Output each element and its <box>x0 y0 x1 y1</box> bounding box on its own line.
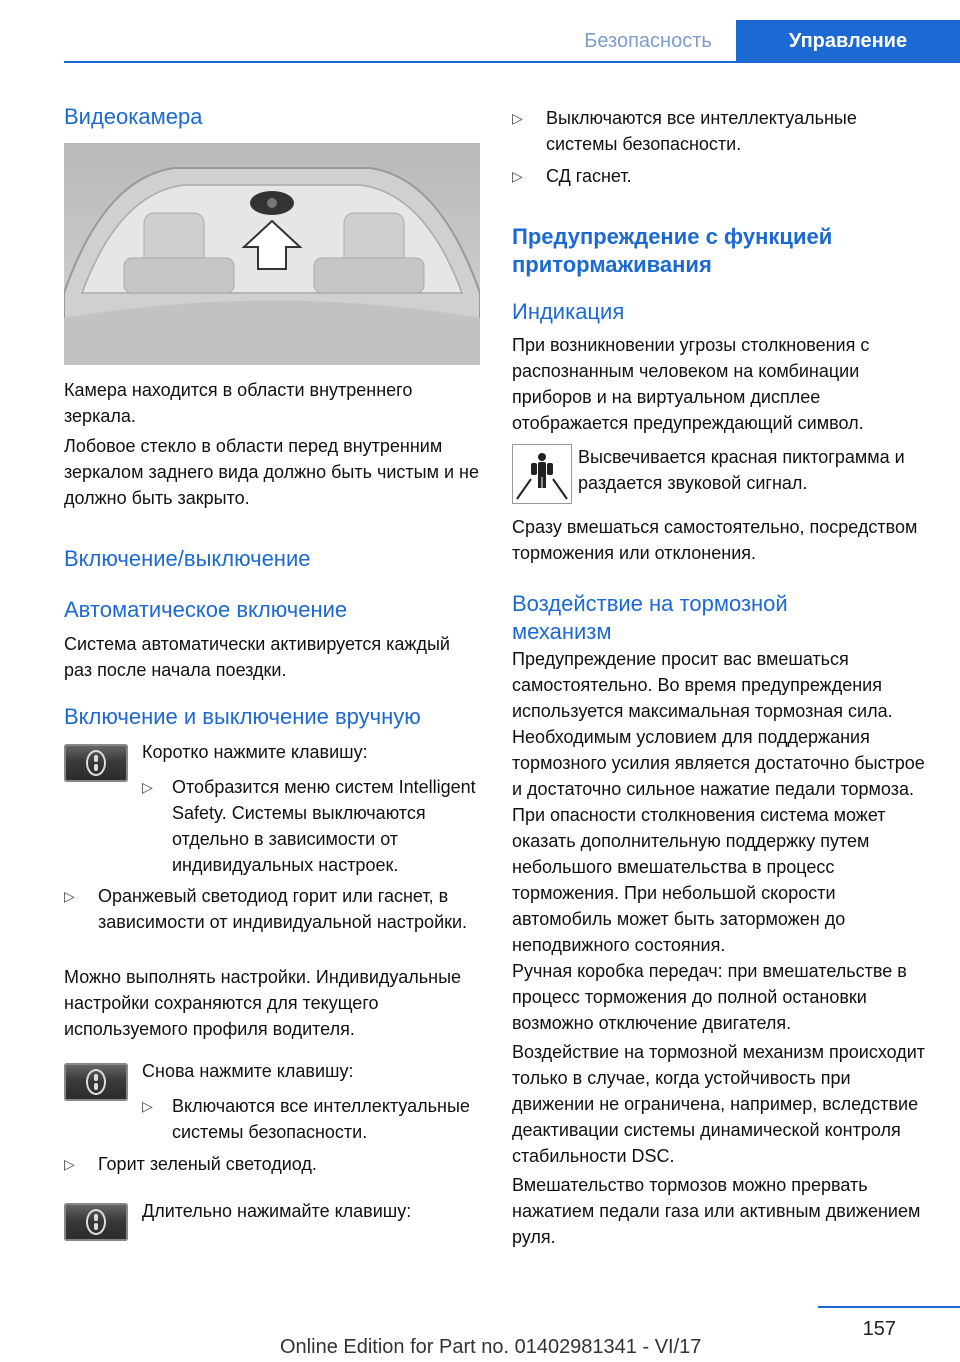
onoff-heading: Включение/выключение <box>64 546 311 571</box>
rear-window-camera-image <box>64 143 480 365</box>
triangle-bullet-icon: ▷ <box>142 779 153 795</box>
safety-button-icon <box>64 1063 128 1101</box>
page-number: 157 <box>862 1318 896 1340</box>
header-rule <box>64 61 960 63</box>
brake-text-2: Ручная коробка передач: при вмешательстве в процесс торможения до полной остановки возможно отключение двигателя. <box>512 961 907 1033</box>
triangle-bullet-icon: ▷ <box>512 110 523 126</box>
triangle-bullet-icon: ▷ <box>64 1156 75 1172</box>
auto-text: Система автоматически активируется каждый раз после начала поездки. <box>64 634 450 680</box>
windshield-text: Лобовое стекло в области перед внутренним зеркалом заднего вида должно быть чистым и не должно быть закрыто. <box>64 436 479 508</box>
edition-text: Online Edition for Part no. 01402981341 - VI/17 <box>280 1336 702 1358</box>
page-header <box>0 0 960 62</box>
triangle-bullet-icon: ▷ <box>64 888 75 904</box>
brake-text-1: Предупреждение просит вас вмешаться самостоятельно. Во время предупреждения используется максимальная тормозная сила. Необходимым условием для поддержания тормозного усилия является достаточно быстрое и достаточно сильное нажатие педали тормоза. При опасности столкновения система может оказать дополнительную поддержку путем небольшого вмешательства в процесс торможения. При небольшой скорости автомобиль может быть заторможен до неподвижного состояния. <box>512 649 925 955</box>
press-once-text: Коротко нажмите клавишу: <box>142 742 368 762</box>
manual-heading: Включение и выключение вручную <box>64 704 421 729</box>
camera-photo <box>64 143 480 365</box>
warning-heading: Предупреждение с функцией притормаживания <box>512 224 833 277</box>
icon-description: Высвечивается красная пиктограмма и раздается звуковой сигнал. <box>578 447 905 493</box>
settings-text: Можно выполнять настройки. Индивидуальные настройки сохраняются для текущего используемого профиля водителя. <box>64 967 462 1039</box>
tab-safety[interactable]: Безопасность <box>584 29 712 52</box>
camera-location-text: Камера находится в области внутреннего зеркала. <box>64 380 413 426</box>
pedestrian-warning-icon <box>512 444 572 504</box>
footer-rule <box>818 1306 960 1308</box>
react-text: Сразу вмешаться самостоятельно, посредством торможения или отклонения. <box>512 517 918 563</box>
indication-text: При возникновении угрозы столкновения с распознанным человеком на комбинации приборов и на виртуальном дисплее отображается предупреждающий символ. <box>512 335 870 433</box>
triangle-bullet-icon: ▷ <box>512 168 523 184</box>
triangle-bullet-icon: ▷ <box>142 1098 153 1114</box>
auto-heading: Автоматическое включение <box>64 597 348 622</box>
brake-text-3: Воздействие на тормозной механизм происходит только в случае, когда устойчивость при движении не ограничена, например, вследствие деактивации системы динамической контроля стабильности DSC. <box>512 1042 926 1166</box>
indication-heading: Индикация <box>512 299 625 324</box>
press-again-text: Снова нажмите клавишу: <box>142 1061 354 1081</box>
safety-button-icon <box>64 1203 128 1241</box>
safety-button-icon <box>64 744 128 782</box>
press-long-text: Длительно нажимайте клавишу: <box>142 1201 412 1221</box>
tab-controls[interactable]: Управление <box>736 20 960 62</box>
camera-heading: Видеокамера <box>64 104 203 129</box>
brake-text-4: Вмешательство тормозов можно прервать нажатием педали газа или активным движением руля. <box>512 1175 921 1247</box>
brake-heading: Воздействие на тормозной механизм <box>512 591 788 644</box>
